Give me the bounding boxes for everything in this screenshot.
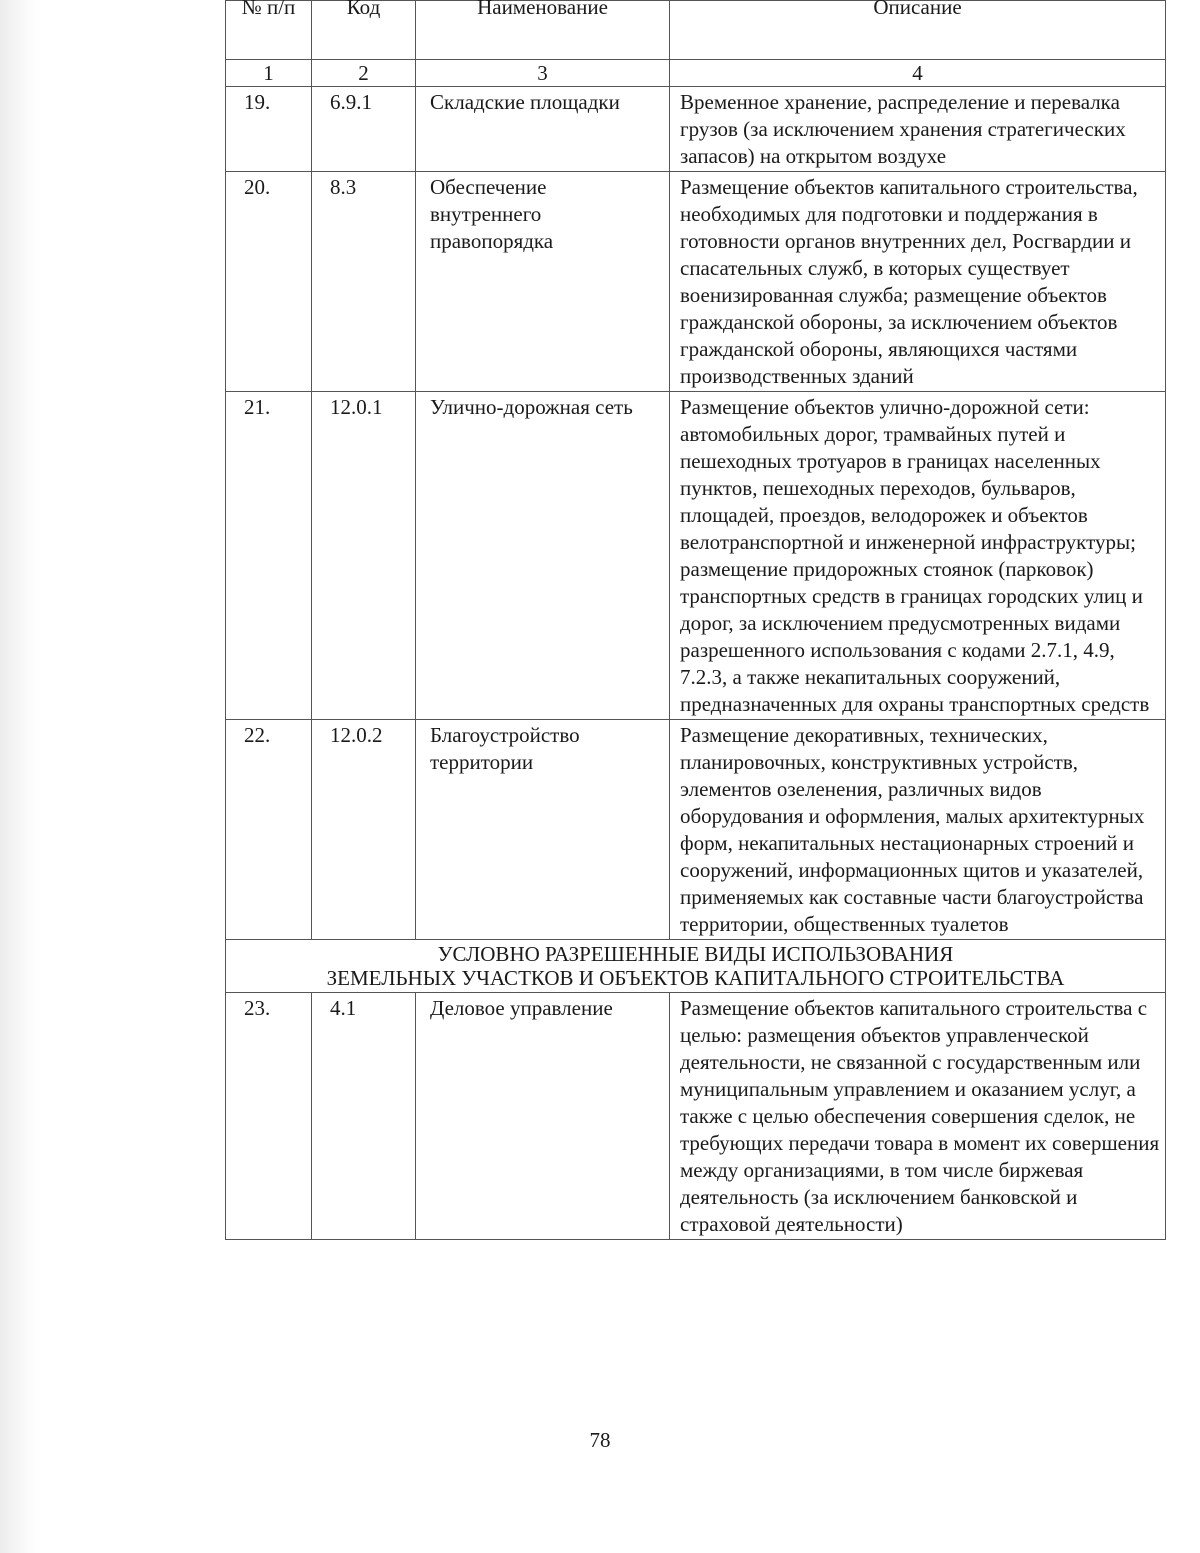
page-number-container [0, 1428, 1200, 1453]
row-number: 20. [226, 172, 312, 392]
row-code: 6.9.1 [312, 87, 416, 172]
row-number: 21. [226, 392, 312, 720]
column-number: 2 [312, 60, 416, 87]
scan-shadow [0, 0, 40, 1553]
table-row [226, 172, 1166, 392]
row-name: Обеспечение внутреннего правопорядка [416, 172, 670, 392]
land-use-table [225, 0, 1166, 1240]
table-header-row [226, 1, 1166, 60]
row-description: Размещение декоративных, технических, планировочных, конструктивных устройств, элементов озеленения, различных видов оборудования и оформления, малых архитектурных форм, некапитальных нестационарных строений и сооружений, информационных щитов и указателей, применяемых как составные части благоустройства территории, общественных туалетов [670, 720, 1166, 940]
section-heading-line: УСЛОВНО РАЗРЕШЕННЫЕ ВИДЫ ИСПОЛЬЗОВАНИЯ [437, 942, 954, 966]
header-description: Описание [670, 1, 1166, 60]
section-heading [226, 940, 1166, 993]
section-heading-line: ЗЕМЕЛЬНЫХ УЧАСТКОВ И ОБЪЕКТОВ КАПИТАЛЬНОГО СТРОИТЕЛЬСТВА [326, 966, 1065, 990]
row-number: 23. [226, 993, 312, 1240]
row-name: Благоустройство территории [416, 720, 670, 940]
row-description: Размещение объектов капитального строительства с целью: размещения объектов управленческой деятельности, не связанной с государственным или муниципальным управлением и оказанием услуг, а также с целью обеспечения совершения сделок, не требующих передачи товара в момент их совершения между организациями, в том числе биржевая деятельность (за исключением банковской и страховой деятельности) [670, 993, 1166, 1240]
row-name: Улично-дорожная сеть [416, 392, 670, 720]
row-description: Размещение объектов улично-дорожной сети: автомобильных дорог, трамвайных путей и пешеходных тротуаров в границах населенных пунктов, пешеходных переходов, бульваров, площадей, проездов, велодорожек и объектов велотранспортной и инженерной инфраструктуры; размещение придорожных стоянок (парковок) транспортных средств в границах городских улиц и дорог, за исключением предусмотренных видами разрешенного использования с кодами 2.7.1, 4.9, 7.2.3, а также некапитальных сооружений, предназначенных для охраны транспортных средств [670, 392, 1166, 720]
column-number: 1 [226, 60, 312, 87]
table-row [226, 993, 1166, 1240]
row-code: 8.3 [312, 172, 416, 392]
row-code: 12.0.1 [312, 392, 416, 720]
row-description: Временное хранение, распределение и перевалка грузов (за исключением хранения стратегических запасов) на открытом воздухе [670, 87, 1166, 172]
row-name: Складские площадки [416, 87, 670, 172]
section-heading-row [226, 940, 1166, 993]
row-description: Размещение объектов капитального строительства, необходимых для подготовки и поддержания в готовности органов внутренних дел, Росгвардии и спасательных служб, в которых существует военизированная служба; размещение объектов гражданской обороны, за исключением объектов гражданской обороны, являющихся частями производственных зданий [670, 172, 1166, 392]
column-number-row [226, 60, 1166, 87]
row-code: 4.1 [312, 993, 416, 1240]
table-row [226, 87, 1166, 172]
row-name: Деловое управление [416, 993, 670, 1240]
table-row [226, 720, 1166, 940]
row-number: 22. [226, 720, 312, 940]
row-number: 19. [226, 87, 312, 172]
table-row [226, 392, 1166, 720]
column-number: 4 [670, 60, 1166, 87]
row-code: 12.0.2 [312, 720, 416, 940]
header-number: № п/п [226, 1, 312, 60]
header-code: Код [312, 1, 416, 60]
column-number: 3 [416, 60, 670, 87]
page-number: 78 [589, 1428, 611, 1452]
header-name: Наименование [416, 1, 670, 60]
